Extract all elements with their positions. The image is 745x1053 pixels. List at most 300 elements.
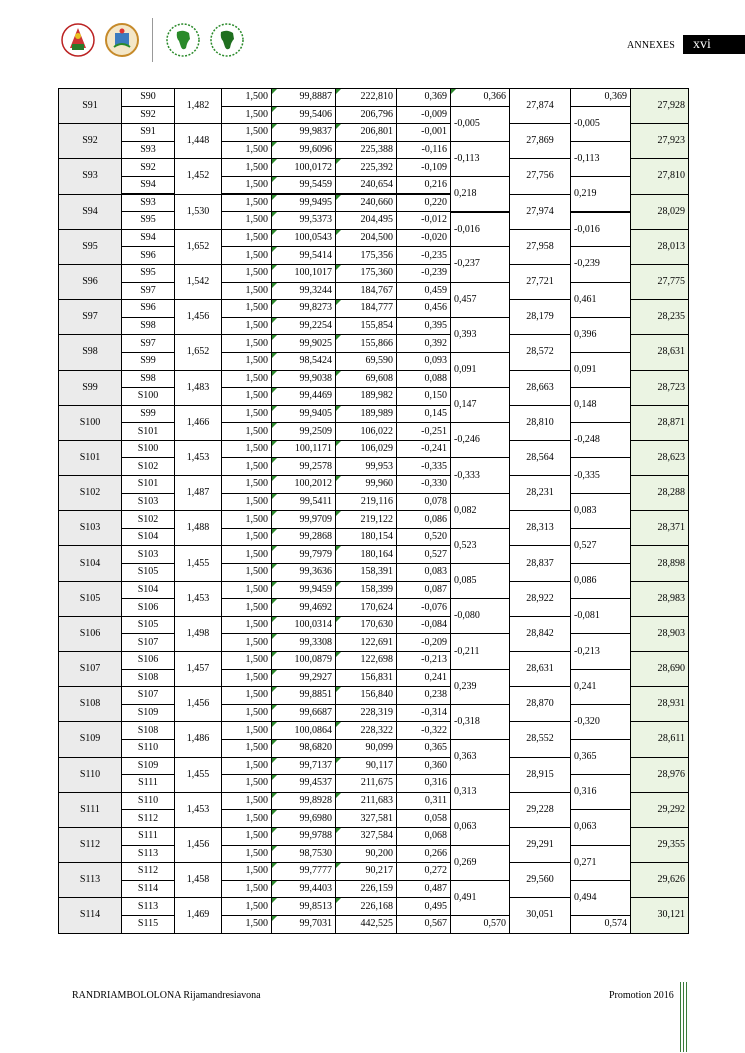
target-station-cell: S96: [122, 300, 175, 318]
prism-height-cell: 1,500: [222, 458, 272, 476]
page-number-badge: xvi: [683, 35, 745, 54]
distance-cell: 225,388: [336, 141, 397, 159]
zenith-angle-cell: 99,4692: [272, 599, 336, 617]
distance-cell: 90,217: [336, 863, 397, 881]
target-station-cell: S105: [122, 616, 175, 634]
target-station-cell: S92: [122, 159, 175, 177]
zenith-angle-cell: 99,4469: [272, 388, 336, 406]
table-row: [59, 282, 689, 300]
height-cell: 1,486: [175, 722, 222, 757]
target-station-cell: S98: [122, 370, 175, 388]
height-cell: 1,542: [175, 264, 222, 299]
prism-height-cell: 1,500: [222, 898, 272, 916]
final-altitude-cell: 28,983: [631, 581, 689, 616]
prism-height-cell: 1,500: [222, 739, 272, 757]
distance-cell: 155,866: [336, 335, 397, 353]
altitude-cell: 30,051: [510, 898, 571, 933]
mean-delta-cell: -0,113: [451, 141, 510, 176]
station-id-cell: S91: [59, 89, 122, 124]
prism-height-cell: 1,500: [222, 687, 272, 705]
delta-h-cell: -0,235: [397, 247, 451, 265]
zenith-angle-cell: 99,8887: [272, 89, 336, 107]
station-id-cell: S92: [59, 124, 122, 159]
target-station-cell: S95: [122, 264, 175, 282]
table-row: [59, 528, 689, 546]
zenith-angle-cell: 99,9709: [272, 511, 336, 529]
delta-h-cell: 0,272: [397, 863, 451, 881]
table-row: [59, 599, 689, 617]
target-station-cell: S91: [122, 124, 175, 142]
final-altitude-cell: 30,121: [631, 898, 689, 933]
mean-delta-cell: 0,363: [451, 739, 510, 774]
zenith-angle-cell: 100,0879: [272, 652, 336, 670]
altitude-cell: 28,663: [510, 370, 571, 405]
prism-height-cell: 1,500: [222, 704, 272, 722]
station-id-cell: S109: [59, 722, 122, 757]
station-id-cell: S110: [59, 757, 122, 792]
prism-height-cell: 1,500: [222, 229, 272, 247]
zenith-angle-cell: 100,0314: [272, 616, 336, 634]
height-cell: 1,456: [175, 687, 222, 722]
mean-delta-cell: 0,313: [451, 775, 510, 810]
target-station-cell: S98: [122, 317, 175, 335]
table-row: [59, 704, 689, 722]
delta-h-cell: 0,220: [397, 194, 451, 212]
africa-logo-right: [209, 20, 245, 60]
station-id-cell: S93: [59, 159, 122, 194]
height-cell: 1,457: [175, 652, 222, 687]
corrected-delta-cell: 0,148: [571, 388, 631, 423]
delta-h-cell: 0,567: [397, 915, 451, 933]
zenith-angle-cell: 99,8513: [272, 898, 336, 916]
final-altitude-cell: 28,898: [631, 546, 689, 581]
table-row: [59, 176, 689, 194]
table-row: [59, 845, 689, 863]
final-altitude-cell: 29,355: [631, 827, 689, 862]
corrected-delta-cell: 0,091: [571, 352, 631, 387]
corrected-delta-cell: 0,316: [571, 775, 631, 810]
corrected-delta-cell: 0,369: [571, 89, 631, 107]
distance-cell: 189,982: [336, 388, 397, 406]
prism-height-cell: 1,500: [222, 722, 272, 740]
target-station-cell: S110: [122, 739, 175, 757]
distance-cell: 170,630: [336, 616, 397, 634]
height-cell: 1,498: [175, 616, 222, 651]
distance-cell: 106,022: [336, 423, 397, 441]
final-altitude-cell: 27,810: [631, 159, 689, 194]
table-row: [59, 775, 689, 793]
prism-height-cell: 1,500: [222, 827, 272, 845]
altitude-cell: 27,958: [510, 229, 571, 264]
final-altitude-cell: 29,292: [631, 792, 689, 827]
delta-h-cell: -0,012: [397, 212, 451, 230]
zenith-angle-cell: 99,3636: [272, 564, 336, 582]
target-station-cell: S93: [122, 194, 175, 212]
prism-height-cell: 1,500: [222, 546, 272, 564]
distance-cell: 211,683: [336, 792, 397, 810]
africa-logo-left: [165, 20, 201, 60]
final-altitude-cell: 29,626: [631, 863, 689, 898]
distance-cell: 90,117: [336, 757, 397, 775]
height-cell: 1,455: [175, 757, 222, 792]
corrected-delta-cell: 0,494: [571, 880, 631, 915]
zenith-angle-cell: 99,9788: [272, 827, 336, 845]
distance-cell: 219,122: [336, 511, 397, 529]
zenith-angle-cell: 99,2254: [272, 317, 336, 335]
distance-cell: 442,525: [336, 915, 397, 933]
station-id-cell: S103: [59, 511, 122, 546]
height-cell: 1,530: [175, 194, 222, 229]
station-id-cell: S95: [59, 229, 122, 264]
prism-height-cell: 1,500: [222, 106, 272, 124]
data-table: [58, 88, 688, 934]
mean-delta-cell: 0,239: [451, 669, 510, 704]
target-station-cell: S112: [122, 863, 175, 881]
target-station-cell: S104: [122, 528, 175, 546]
distance-cell: 69,608: [336, 370, 397, 388]
delta-h-cell: 0,360: [397, 757, 451, 775]
height-cell: 1,453: [175, 581, 222, 616]
corrected-delta-cell: 0,241: [571, 669, 631, 704]
zenith-angle-cell: 99,5373: [272, 212, 336, 230]
target-station-cell: S101: [122, 476, 175, 494]
delta-h-cell: 0,311: [397, 792, 451, 810]
table-row: [59, 634, 689, 652]
footer-author: RANDRIAMBOLOLONA Rijamandresiavona: [72, 990, 261, 1001]
delta-h-cell: 0,150: [397, 388, 451, 406]
prism-height-cell: 1,500: [222, 317, 272, 335]
height-cell: 1,482: [175, 89, 222, 124]
mean-delta-cell: 0,570: [451, 915, 510, 933]
corrected-delta-cell: 0,574: [571, 915, 631, 933]
target-station-cell: S97: [122, 282, 175, 300]
target-station-cell: S99: [122, 405, 175, 423]
zenith-angle-cell: 99,2578: [272, 458, 336, 476]
corrected-delta-cell: 0,219: [571, 176, 631, 211]
delta-h-cell: -0,239: [397, 264, 451, 282]
delta-h-cell: 0,487: [397, 880, 451, 898]
prism-height-cell: 1,500: [222, 440, 272, 458]
mean-delta-cell: 0,491: [451, 880, 510, 915]
prism-height-cell: 1,500: [222, 915, 272, 933]
final-altitude-cell: 28,235: [631, 300, 689, 335]
station-id-cell: S108: [59, 687, 122, 722]
table-row: [59, 880, 689, 898]
distance-cell: 204,500: [336, 229, 397, 247]
target-station-cell: S93: [122, 141, 175, 159]
zenith-angle-cell: 99,3308: [272, 634, 336, 652]
station-id-cell: S105: [59, 581, 122, 616]
target-station-cell: S106: [122, 652, 175, 670]
distance-cell: 327,584: [336, 827, 397, 845]
target-station-cell: S115: [122, 915, 175, 933]
prism-height-cell: 1,500: [222, 880, 272, 898]
distance-cell: 228,319: [336, 704, 397, 722]
target-station-cell: S109: [122, 704, 175, 722]
distance-cell: 180,154: [336, 528, 397, 546]
mean-delta-cell: 0,269: [451, 845, 510, 880]
corrected-delta-cell: 0,365: [571, 739, 631, 774]
corrected-delta-cell: 0,083: [571, 493, 631, 528]
distance-cell: 90,200: [336, 845, 397, 863]
height-cell: 1,469: [175, 898, 222, 933]
prism-height-cell: 1,500: [222, 300, 272, 318]
distance-cell: 158,391: [336, 564, 397, 582]
table-row: [59, 317, 689, 335]
altitude-cell: 27,974: [510, 194, 571, 229]
height-cell: 1,448: [175, 124, 222, 159]
mean-delta-cell: -0,237: [451, 247, 510, 282]
table-row: [59, 493, 689, 511]
station-id-cell: S97: [59, 300, 122, 335]
corrected-delta-cell: 0,271: [571, 845, 631, 880]
height-cell: 1,652: [175, 335, 222, 370]
altitude-cell: 27,869: [510, 124, 571, 159]
zenith-angle-cell: 99,2509: [272, 423, 336, 441]
delta-h-cell: 0,078: [397, 493, 451, 511]
altitude-cell: 28,231: [510, 476, 571, 511]
final-altitude-cell: 27,775: [631, 264, 689, 299]
prism-height-cell: 1,500: [222, 528, 272, 546]
university-seal-logo: [60, 20, 96, 60]
zenith-angle-cell: 99,9495: [272, 194, 336, 212]
mean-delta-cell: -0,246: [451, 423, 510, 458]
altitude-cell: 27,874: [510, 89, 571, 124]
station-id-cell: S104: [59, 546, 122, 581]
distance-cell: 211,675: [336, 775, 397, 793]
delta-h-cell: 0,083: [397, 564, 451, 582]
delta-h-cell: 0,459: [397, 282, 451, 300]
station-id-cell: S111: [59, 792, 122, 827]
target-station-cell: S94: [122, 176, 175, 194]
prism-height-cell: 1,500: [222, 89, 272, 107]
mean-delta-cell: 0,147: [451, 388, 510, 423]
station-id-cell: S98: [59, 335, 122, 370]
altitude-cell: 29,291: [510, 827, 571, 862]
delta-h-cell: -0,116: [397, 141, 451, 159]
altitude-cell: 28,179: [510, 300, 571, 335]
prism-height-cell: 1,500: [222, 388, 272, 406]
distance-cell: 184,767: [336, 282, 397, 300]
target-station-cell: S102: [122, 458, 175, 476]
zenith-angle-cell: 99,6980: [272, 810, 336, 828]
zenith-angle-cell: 100,0543: [272, 229, 336, 247]
height-cell: 1,456: [175, 827, 222, 862]
corrected-delta-cell: -0,113: [571, 141, 631, 176]
target-station-cell: S107: [122, 687, 175, 705]
target-station-cell: S113: [122, 898, 175, 916]
altitude-cell: 28,552: [510, 722, 571, 757]
delta-h-cell: -0,335: [397, 458, 451, 476]
prism-height-cell: 1,500: [222, 845, 272, 863]
corrected-delta-cell: 0,396: [571, 317, 631, 352]
zenith-angle-cell: 99,9459: [272, 581, 336, 599]
final-altitude-cell: 28,631: [631, 335, 689, 370]
zenith-angle-cell: 100,2012: [272, 476, 336, 494]
altitude-cell: 27,721: [510, 264, 571, 299]
zenith-angle-cell: 99,5459: [272, 176, 336, 194]
zenith-angle-cell: 98,7530: [272, 845, 336, 863]
corrected-delta-cell: -0,016: [571, 212, 631, 247]
prism-height-cell: 1,500: [222, 564, 272, 582]
height-cell: 1,453: [175, 440, 222, 475]
zenith-angle-cell: 99,8928: [272, 792, 336, 810]
altitude-cell: 27,756: [510, 159, 571, 194]
zenith-angle-cell: 99,7031: [272, 915, 336, 933]
mean-delta-cell: 0,393: [451, 317, 510, 352]
distance-cell: 225,392: [336, 159, 397, 177]
zenith-angle-cell: 99,2927: [272, 669, 336, 687]
distance-cell: 189,989: [336, 405, 397, 423]
table-row: [59, 388, 689, 406]
prism-height-cell: 1,500: [222, 669, 272, 687]
corrected-delta-cell: -0,005: [571, 106, 631, 141]
corrected-delta-cell: -0,239: [571, 247, 631, 282]
altitude-cell: 29,560: [510, 863, 571, 898]
target-station-cell: S110: [122, 792, 175, 810]
target-station-cell: S101: [122, 423, 175, 441]
distance-cell: 226,168: [336, 898, 397, 916]
target-station-cell: S111: [122, 827, 175, 845]
prism-height-cell: 1,500: [222, 423, 272, 441]
table-body: [59, 89, 689, 934]
station-id-cell: S94: [59, 194, 122, 229]
delta-h-cell: 0,241: [397, 669, 451, 687]
final-altitude-cell: 28,871: [631, 405, 689, 440]
corrected-delta-cell: 0,527: [571, 528, 631, 563]
mean-delta-cell: 0,457: [451, 282, 510, 317]
table-row: [59, 739, 689, 757]
prism-height-cell: 1,500: [222, 810, 272, 828]
zenith-angle-cell: 100,1017: [272, 264, 336, 282]
prism-height-cell: 1,500: [222, 652, 272, 670]
delta-h-cell: -0,330: [397, 476, 451, 494]
zenith-angle-cell: 99,9837: [272, 124, 336, 142]
distance-cell: 156,831: [336, 669, 397, 687]
school-emblem-logo: [104, 20, 140, 60]
distance-cell: 122,698: [336, 652, 397, 670]
table-row: [59, 423, 689, 441]
distance-cell: 180,164: [336, 546, 397, 564]
mean-delta-cell: 0,085: [451, 564, 510, 599]
table-row: [59, 564, 689, 582]
prism-height-cell: 1,500: [222, 792, 272, 810]
delta-h-cell: -0,241: [397, 440, 451, 458]
distance-cell: 327,581: [336, 810, 397, 828]
zenith-angle-cell: 99,5414: [272, 247, 336, 265]
height-cell: 1,466: [175, 405, 222, 440]
prism-height-cell: 1,500: [222, 247, 272, 265]
prism-height-cell: 1,500: [222, 476, 272, 494]
distance-cell: 158,399: [336, 581, 397, 599]
mean-delta-cell: -0,016: [451, 212, 510, 247]
target-station-cell: S112: [122, 810, 175, 828]
delta-h-cell: 0,266: [397, 845, 451, 863]
altitude-cell: 28,313: [510, 511, 571, 546]
distance-cell: 122,691: [336, 634, 397, 652]
zenith-angle-cell: 100,0172: [272, 159, 336, 177]
altitude-cell: 28,631: [510, 652, 571, 687]
delta-h-cell: -0,020: [397, 229, 451, 247]
mean-delta-cell: -0,333: [451, 458, 510, 493]
distance-cell: 175,360: [336, 264, 397, 282]
delta-h-cell: -0,322: [397, 722, 451, 740]
zenith-angle-cell: 99,9405: [272, 405, 336, 423]
zenith-angle-cell: 100,0864: [272, 722, 336, 740]
station-id-cell: S99: [59, 370, 122, 405]
final-altitude-cell: 28,611: [631, 722, 689, 757]
height-cell: 1,455: [175, 546, 222, 581]
prism-height-cell: 1,500: [222, 405, 272, 423]
prism-height-cell: 1,500: [222, 757, 272, 775]
target-station-cell: S100: [122, 388, 175, 406]
mean-delta-cell: 0,063: [451, 810, 510, 845]
final-altitude-cell: 27,923: [631, 124, 689, 159]
mean-delta-cell: -0,005: [451, 106, 510, 141]
table-row: [59, 106, 689, 124]
prism-height-cell: 1,500: [222, 282, 272, 300]
target-station-cell: S94: [122, 229, 175, 247]
prism-height-cell: 1,500: [222, 335, 272, 353]
height-cell: 1,488: [175, 511, 222, 546]
delta-h-cell: 0,495: [397, 898, 451, 916]
mean-delta-cell: 0,523: [451, 528, 510, 563]
zenith-angle-cell: 99,4403: [272, 880, 336, 898]
prism-height-cell: 1,500: [222, 159, 272, 177]
footer-decorative-lines: [680, 982, 687, 1052]
delta-h-cell: 0,058: [397, 810, 451, 828]
delta-h-cell: 0,238: [397, 687, 451, 705]
prism-height-cell: 1,500: [222, 863, 272, 881]
delta-h-cell: 0,527: [397, 546, 451, 564]
altitude-cell: 28,837: [510, 546, 571, 581]
zenith-angle-cell: 99,5411: [272, 493, 336, 511]
corrected-delta-cell: -0,081: [571, 599, 631, 634]
table-row: [59, 810, 689, 828]
delta-h-cell: 0,395: [397, 317, 451, 335]
zenith-angle-cell: 99,9038: [272, 370, 336, 388]
delta-h-cell: -0,314: [397, 704, 451, 722]
prism-height-cell: 1,500: [222, 352, 272, 370]
distance-cell: 206,801: [336, 124, 397, 142]
zenith-angle-cell: 99,2868: [272, 528, 336, 546]
delta-h-cell: 0,087: [397, 581, 451, 599]
target-station-cell: S113: [122, 845, 175, 863]
zenith-angle-cell: 99,8273: [272, 300, 336, 318]
prism-height-cell: 1,500: [222, 264, 272, 282]
target-station-cell: S103: [122, 493, 175, 511]
table-row: [59, 352, 689, 370]
final-altitude-cell: 28,029: [631, 194, 689, 229]
delta-h-cell: 0,093: [397, 352, 451, 370]
target-station-cell: S100: [122, 440, 175, 458]
header-section-label: ANNEXES: [627, 40, 676, 51]
delta-h-cell: 0,456: [397, 300, 451, 318]
corrected-delta-cell: -0,213: [571, 634, 631, 669]
prism-height-cell: 1,500: [222, 176, 272, 194]
zenith-angle-cell: 99,7979: [272, 546, 336, 564]
prism-height-cell: 1,500: [222, 511, 272, 529]
delta-h-cell: -0,076: [397, 599, 451, 617]
table-row: [59, 141, 689, 159]
target-station-cell: S108: [122, 669, 175, 687]
zenith-angle-cell: 99,9025: [272, 335, 336, 353]
height-cell: 1,652: [175, 229, 222, 264]
target-station-cell: S111: [122, 775, 175, 793]
mean-delta-cell: 0,082: [451, 493, 510, 528]
zenith-angle-cell: 99,7777: [272, 863, 336, 881]
altitude-cell: 28,564: [510, 440, 571, 475]
